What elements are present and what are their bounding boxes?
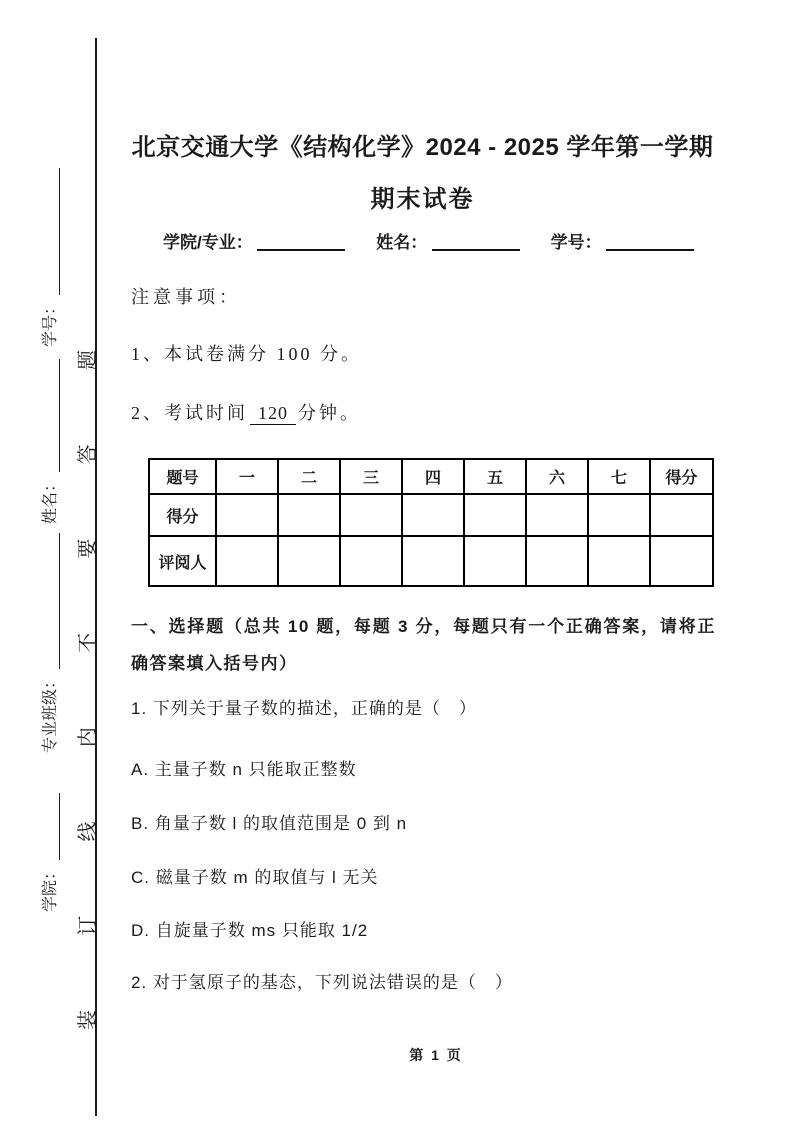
warning-char-ding: 订 — [76, 915, 99, 936]
notice-item-2 — [131, 399, 361, 425]
exam-title-line2: 期末试卷 — [370, 186, 475, 213]
margin-name-label: 姓名： — [42, 475, 59, 524]
reviewer-cell — [650, 536, 713, 586]
warning-char-nei: 内 — [76, 727, 99, 748]
col-header-3: 三 — [340, 459, 402, 494]
question-1-option-a: A. 主量子数 n 只能取正整数 — [131, 760, 357, 779]
score-cell — [588, 494, 650, 536]
reviewer-cell — [464, 536, 526, 586]
col-header-6: 六 — [526, 459, 588, 494]
reviewer-cell — [216, 536, 278, 586]
exam-duration-value: 120 — [250, 403, 296, 425]
score-table-header-row — [149, 459, 713, 494]
col-header-1: 一 — [216, 459, 278, 494]
score-row-label: 得分 — [149, 494, 216, 536]
name-blank — [432, 232, 520, 251]
reviewer-row-label: 评阅人 — [149, 536, 216, 586]
reviewer-cell — [278, 536, 340, 586]
reviewer-cell — [402, 536, 464, 586]
name-label: 姓名： — [376, 233, 428, 252]
score-cell — [650, 494, 713, 536]
warning-char-ti: 题 — [76, 350, 99, 371]
col-header-total-score: 得分 — [650, 459, 713, 494]
question-1-option-b: B. 角量子数 l 的取值范围是 0 到 n — [131, 814, 408, 833]
score-cell — [278, 494, 340, 536]
warning-char-da: 答 — [76, 444, 99, 465]
exam-title-line1: 北京交通大学《结构化学》2024 - 2025 学年第一学期 — [131, 134, 714, 161]
margin-student-id-label: 学号： — [42, 298, 59, 347]
col-header-7: 七 — [588, 459, 650, 494]
margin-college-label: 学院： — [42, 863, 59, 912]
margin-major-class-blank — [41, 533, 60, 669]
student-id-label: 学号： — [550, 233, 602, 252]
notice-item-2-prefix: 2、考试时间 — [131, 403, 248, 423]
score-cell — [526, 494, 588, 536]
col-header-5: 五 — [464, 459, 526, 494]
col-header-2: 二 — [278, 459, 340, 494]
question-1: 1. 下列关于量子数的描述，正确的是（ ） — [131, 699, 477, 718]
warning-char-yao: 要 — [76, 538, 99, 559]
score-row — [149, 494, 713, 536]
margin-name-blank — [41, 359, 60, 472]
college-major-blank — [257, 232, 345, 251]
col-header-question-no: 题号 — [149, 459, 216, 494]
score-cell — [340, 494, 402, 536]
reviewer-cell — [588, 536, 650, 586]
binding-warning-text — [72, 350, 98, 1030]
col-header-4: 四 — [402, 459, 464, 494]
college-major-label: 学院/专业： — [163, 233, 253, 252]
reviewer-cell — [340, 536, 402, 586]
page-number: 第 1 页 — [409, 1047, 463, 1063]
score-table — [148, 458, 714, 587]
margin-college-blank — [41, 793, 60, 860]
warning-char-zhuang: 装 — [76, 1010, 99, 1030]
notice-item-1: 1、本试卷满分 100 分。 — [131, 344, 362, 364]
question-1-option-d: D. 自旋量子数 ms 只能取 1/2 — [131, 921, 369, 940]
margin-student-id-blank — [41, 168, 60, 295]
question-1-option-c: C. 磁量子数 m 的取值与 l 无关 — [131, 868, 379, 887]
binding-margin-fields — [34, 132, 60, 912]
score-cell — [402, 494, 464, 536]
question-2: 2. 对于氢原子的基态，下列说法错误的是（ ） — [131, 973, 513, 992]
score-cell — [464, 494, 526, 536]
reviewer-row — [149, 536, 713, 586]
score-cell — [216, 494, 278, 536]
student-info-line — [163, 228, 694, 253]
reviewer-cell — [526, 536, 588, 586]
warning-char-bu: 不 — [76, 632, 99, 653]
section-one-heading: 一、选择题（总共 10 题，每题 3 分，每题只有一个正确答案，请将正确答案填入括号内） — [131, 617, 716, 673]
margin-major-class-label: 专业班级： — [42, 672, 59, 753]
student-id-blank — [606, 232, 694, 251]
warning-char-xian: 线 — [76, 821, 99, 842]
notice-heading: 注意事项： — [131, 287, 241, 307]
notice-item-2-suffix: 分钟。 — [298, 403, 361, 423]
